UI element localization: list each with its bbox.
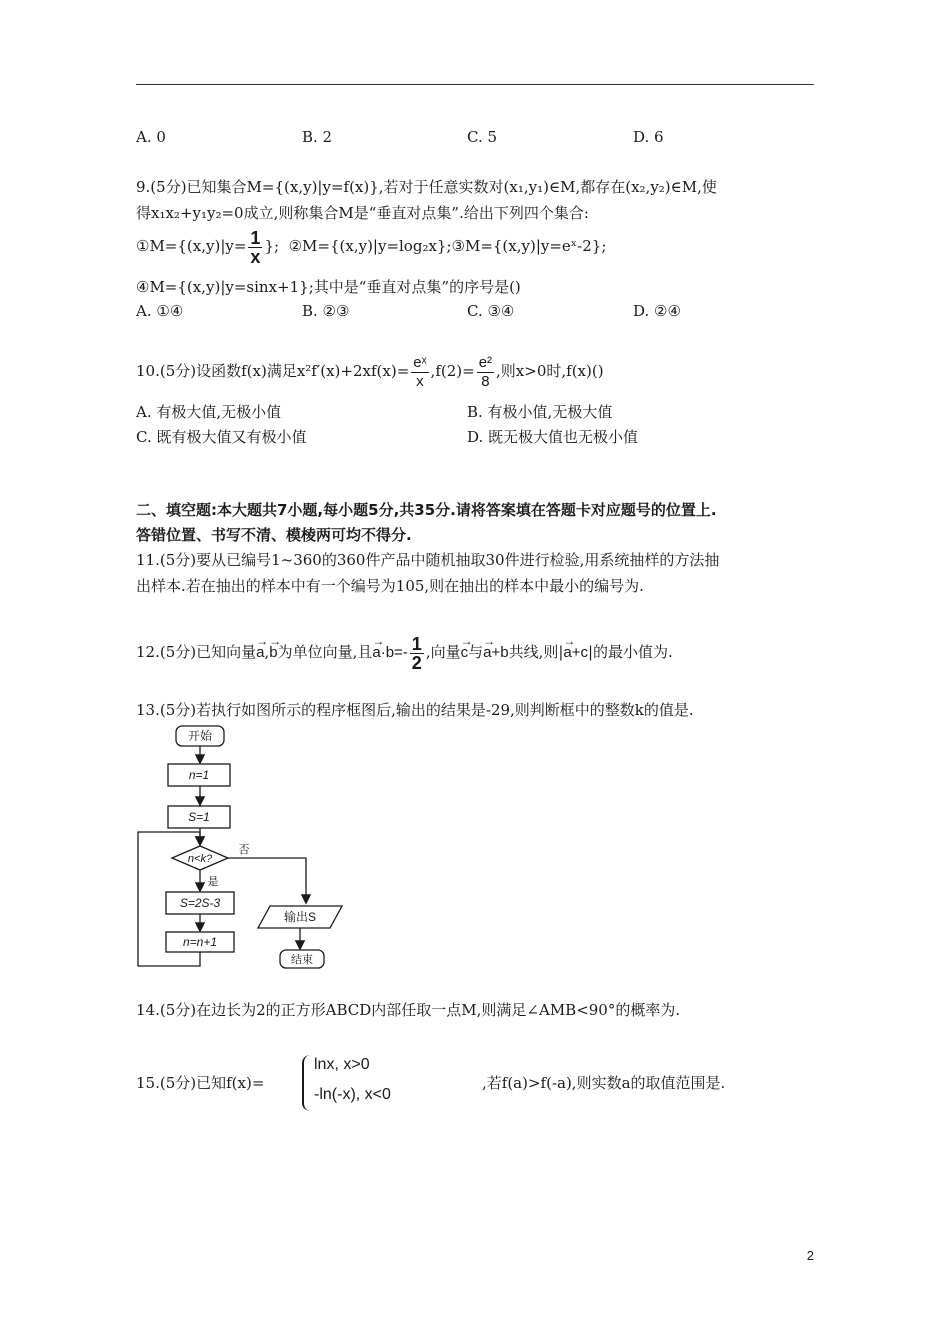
q10-post: ,则x>0时,f(x)() bbox=[496, 362, 604, 380]
q10-fraction2 bbox=[477, 354, 494, 391]
q10-mid: ,f(2)= bbox=[430, 362, 475, 380]
q9-set1-fraction bbox=[248, 229, 262, 266]
q11-line2: 出样本.若在抽出的样本中有一个编号为105,则在抽出的样本中最小的编号为. bbox=[136, 577, 644, 595]
q9-sets-line bbox=[136, 228, 606, 266]
q9-set1-den: x bbox=[250, 246, 261, 267]
q12-frac-num: 1 bbox=[411, 633, 422, 654]
q9-option-a: A. ①④ bbox=[136, 302, 184, 320]
section2-line2: 答错位置、书写不清、模棱两可均不得分. bbox=[136, 526, 412, 544]
q8-option-d: D. 6 bbox=[633, 128, 664, 146]
q10-line bbox=[136, 350, 604, 392]
q15-case1: lnx, x>0 bbox=[314, 1056, 370, 1073]
q9-option-d: D. ②④ bbox=[633, 302, 681, 320]
q10-option-b: B. 有极小值,无极大值 bbox=[467, 403, 613, 421]
q8-option-b: B. 2 bbox=[302, 128, 333, 146]
q12-line bbox=[136, 626, 673, 674]
q10-option-a: A. 有极大值,无极小值 bbox=[136, 403, 282, 421]
q15-post: ,若f(a)>f(-a),则实数a的取值范围是. bbox=[482, 1074, 726, 1092]
q12-post: |的最小值为. bbox=[588, 643, 673, 661]
flowchart-no-label: 否 bbox=[238, 844, 250, 856]
q12-sum-ab: → a+b bbox=[483, 626, 508, 674]
flowchart-update-n-label: n=n+1 bbox=[182, 935, 218, 949]
q10-pre: 10.(5分)设函数f(x)满足x²f′(x)+2xf(x)= bbox=[136, 362, 410, 380]
q9-line2: 得x₁x₂+y₁y₂=0成立,则称集合M是“垂直对点集”.给出下列四个集合: bbox=[136, 204, 589, 222]
q8-option-c: C. 5 bbox=[467, 128, 498, 146]
q12-vec-a: → a bbox=[256, 626, 264, 674]
q14-line: 14.(5分)在边长为2的正方形ABCD内部任取一点M,则满足∠AMB<90°的概率为. bbox=[136, 1001, 681, 1019]
q9-line4: ④M={(x,y)|y=sinx+1};其中是“垂直对点集”的序号是() bbox=[136, 278, 521, 296]
flowchart-n-init-label: n=1 bbox=[188, 768, 210, 782]
flowchart-end-label: 结束 bbox=[291, 954, 313, 966]
flowchart bbox=[130, 722, 360, 974]
q12-mid1: , bbox=[264, 643, 270, 661]
q12-mid2: 为单位向量,且 bbox=[277, 643, 373, 661]
q9-line1: 9.(5分)已知集合M={(x,y)|y=f(x)},若对于任意实数对(x₁,y₁)∈M,都存在(x₂,y₂)∈M,使 bbox=[136, 178, 717, 196]
q12-mid4: 与 bbox=[468, 643, 484, 661]
q15-brace bbox=[302, 1055, 312, 1111]
flowchart-output-label: 输出S bbox=[283, 910, 317, 924]
q12-vec-b: → b bbox=[269, 626, 277, 674]
q10-option-c: C. 既有极大值又有极小值 bbox=[136, 428, 307, 446]
q9-set1-post: }; bbox=[264, 237, 280, 255]
flowchart-s-init-label: S=1 bbox=[188, 810, 210, 824]
q10-option-d: D. 既无极大值也无极小值 bbox=[467, 428, 639, 446]
q9-set1-num: 1 bbox=[250, 227, 261, 248]
q12-mid3: ,向量 bbox=[425, 643, 461, 661]
q10-fraction1 bbox=[411, 354, 428, 391]
q9-set2: ②M={(x,y)|y=log₂x};③M={(x,y)|y=eˣ-2}; bbox=[288, 237, 607, 255]
q12-sum-ac: → a+c bbox=[563, 626, 588, 674]
flowchart-update-s-label: S=2S-3 bbox=[179, 896, 221, 910]
q10-frac2-den: 8 bbox=[481, 372, 490, 390]
flowchart-yes-label: 是 bbox=[207, 876, 219, 888]
section2-line1: 二、填空题:本大题共7小题,每小题5分,共35分.请将答案填在答题卡对应题号的位置上. bbox=[136, 501, 717, 519]
q8-option-a: A. 0 bbox=[136, 128, 166, 146]
q10-frac1-den: x bbox=[416, 372, 424, 390]
q12-dot-expr: → a·b=- bbox=[372, 626, 407, 674]
q12-fraction bbox=[410, 635, 424, 672]
page-number: 2 bbox=[806, 1248, 814, 1263]
q12-mid5: 共线,则| bbox=[508, 643, 564, 661]
q12-frac-den: 2 bbox=[411, 652, 422, 673]
q10-frac2-num: e² bbox=[478, 353, 493, 371]
q11-line1: 11.(5分)要从已编号1~360的360件产品中随机抽取30件进行检验,用系统抽样的方法抽 bbox=[136, 551, 720, 569]
q15-case2: -ln(-x), x<0 bbox=[314, 1086, 391, 1103]
q12-pre: 12.(5分)已知向量 bbox=[136, 643, 257, 661]
q10-frac1-num: eˣ bbox=[413, 353, 427, 371]
q13-line: 13.(5分)若执行如图所示的程序框图后,输出的结果是-29,则判断框中的整数k的值是. bbox=[136, 701, 694, 719]
q9-option-b: B. ②③ bbox=[302, 302, 350, 320]
flowchart-start-label: 开始 bbox=[187, 729, 213, 743]
header-rule bbox=[136, 84, 814, 85]
flowchart-cond-label: n<k? bbox=[187, 853, 213, 865]
q9-set1-pre: ①M={(x,y)|y= bbox=[136, 237, 247, 255]
q15-pre: 15.(5分)已知f(x)= bbox=[136, 1074, 265, 1092]
q9-option-c: C. ③④ bbox=[467, 302, 515, 320]
q12-vec-c: → c bbox=[461, 626, 469, 674]
